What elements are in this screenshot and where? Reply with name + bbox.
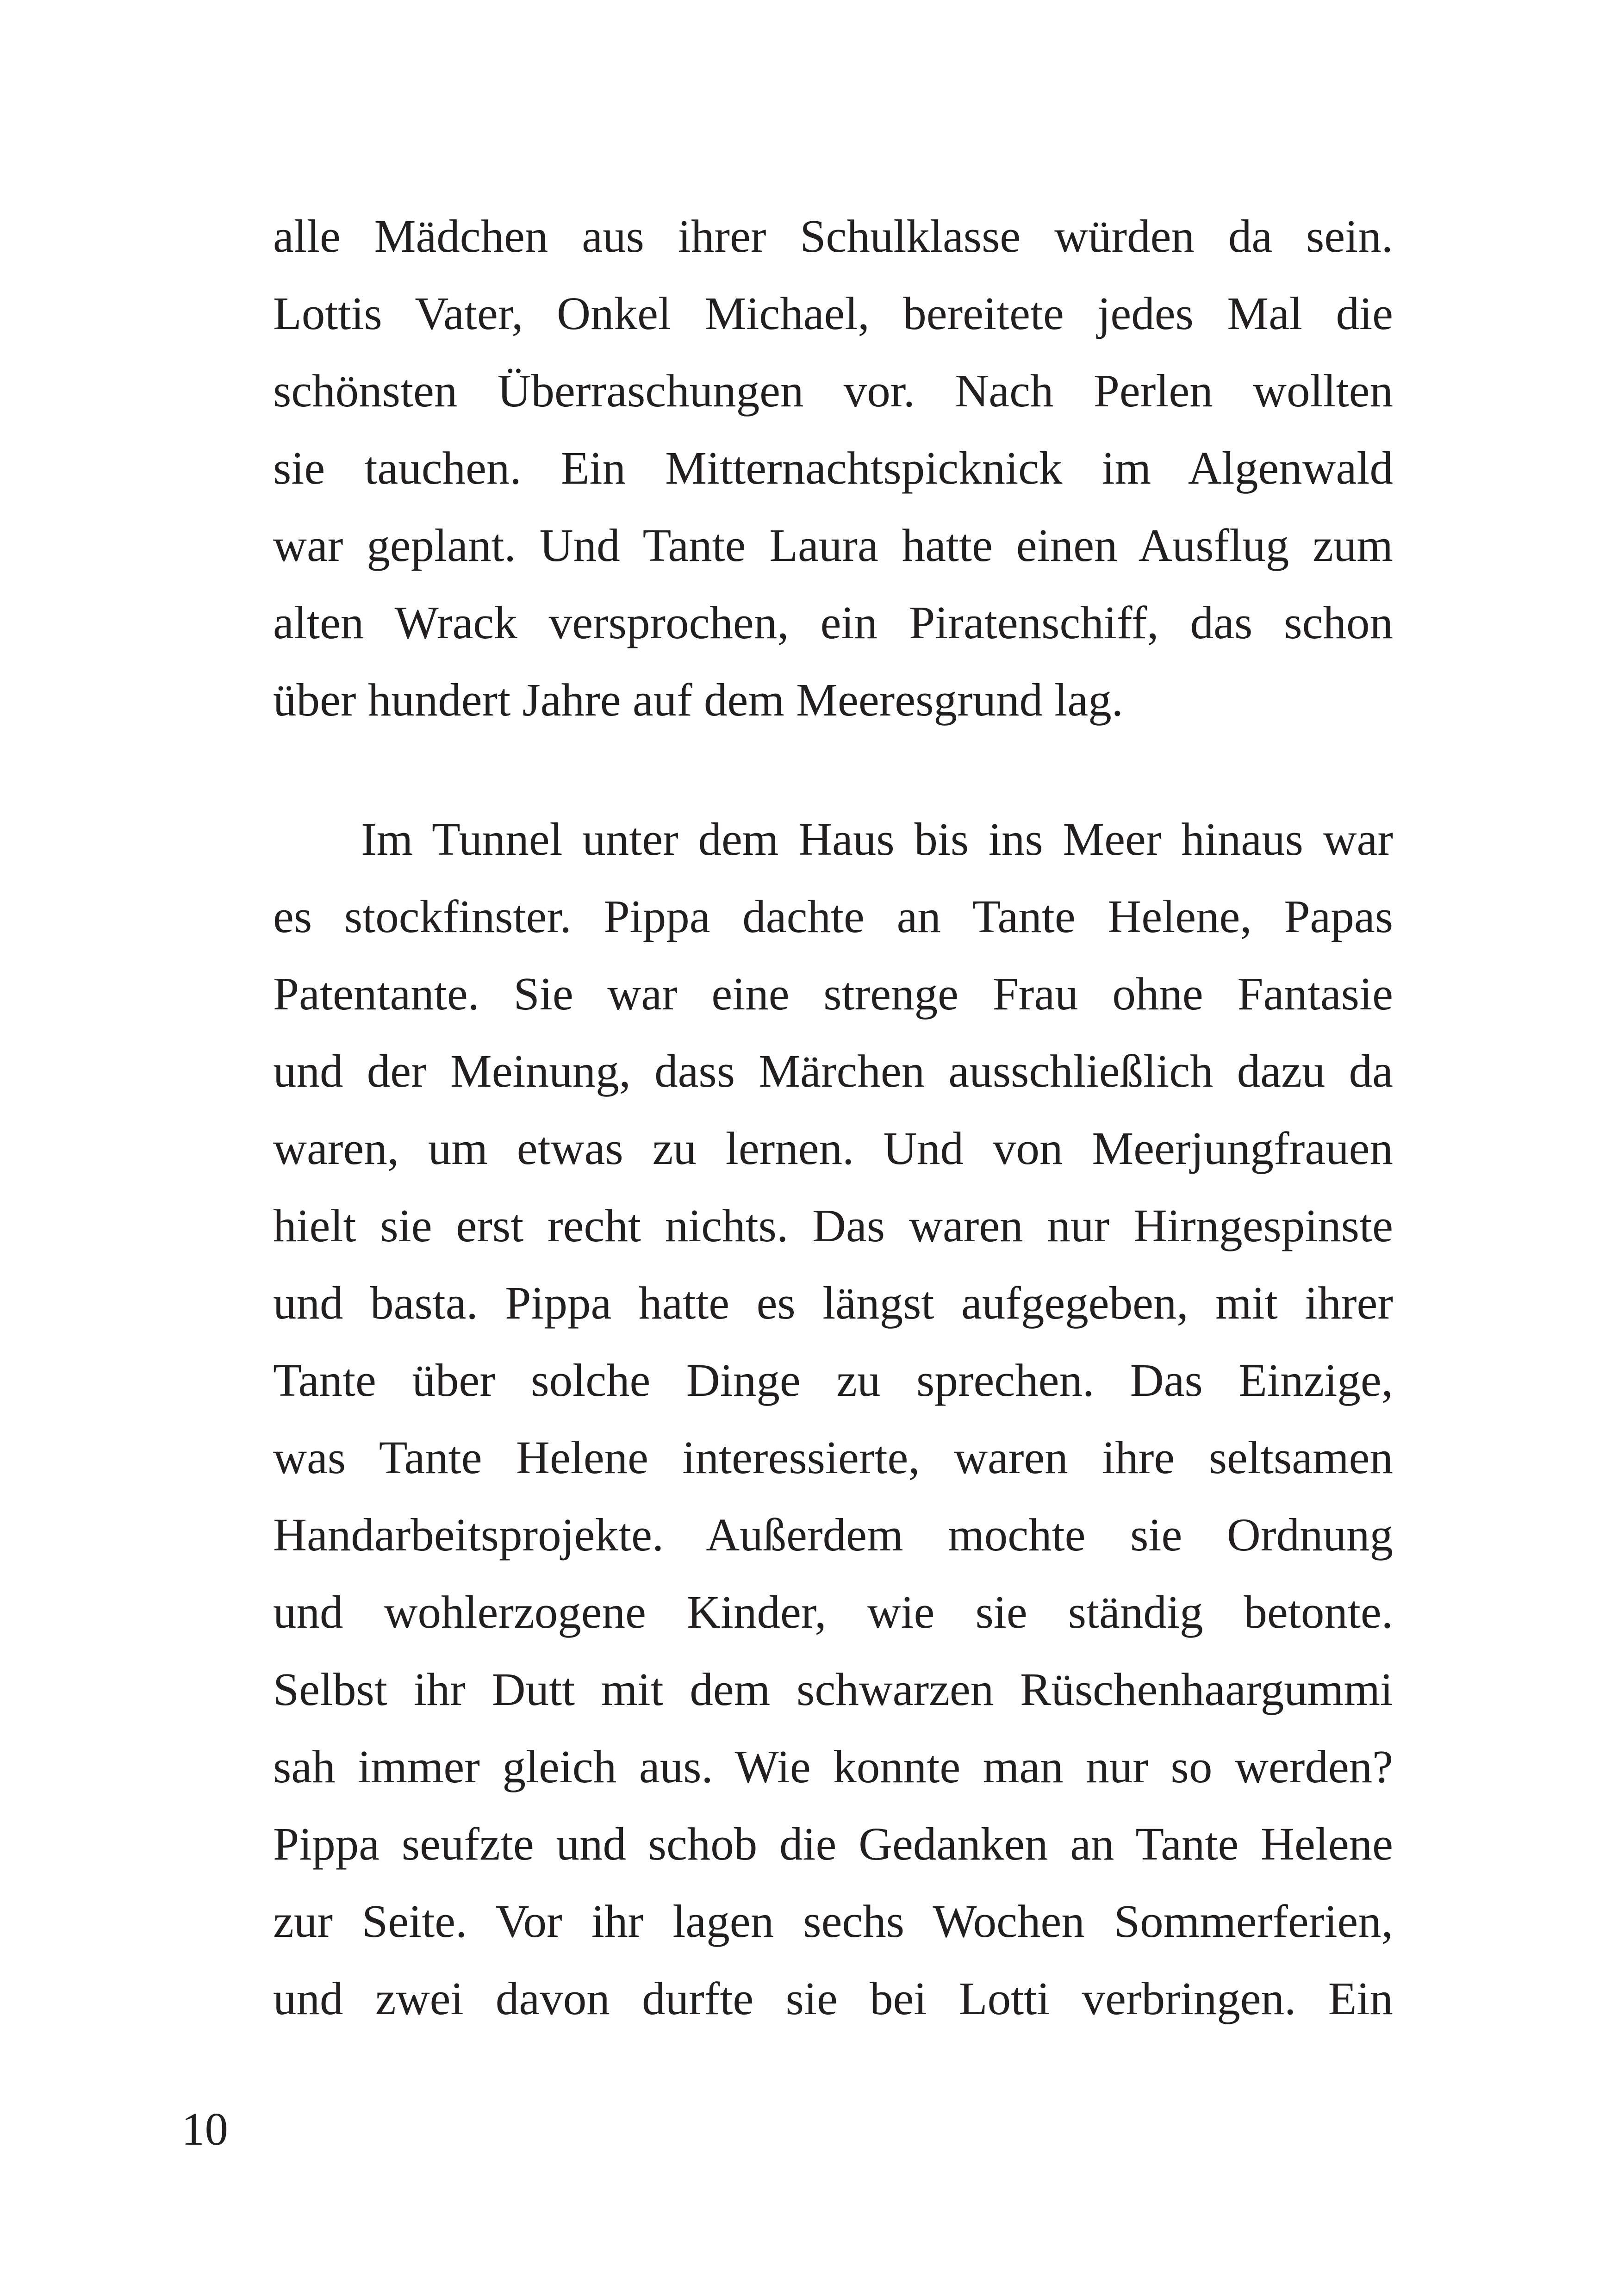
page-number: 10	[181, 2103, 228, 2155]
text-line: Patentante. Sie war eine strenge Frau ohne Fantasie	[273, 968, 1393, 1020]
text-line: alle Mädchen aus ihrer Schulklasse würden da sein.	[273, 210, 1393, 262]
text-line: Tante über solche Dinge zu sprechen. Das Einzige,	[273, 1354, 1393, 1406]
text-line: es stockfinster. Pippa dachte an Tante Helene, Papas	[273, 890, 1393, 942]
text-line: alten Wrack versprochen, ein Piratenschiff, das schon	[273, 597, 1393, 648]
text-line: Handarbeitsprojekte. Außerdem mochte sie Ordnung	[273, 1509, 1393, 1561]
text-line: und basta. Pippa hatte es längst aufgegeben, mit ihrer	[273, 1277, 1393, 1329]
text-line: sah immer gleich aus. Wie konnte man nur so werden?	[273, 1741, 1393, 1792]
text-line: Lottis Vater, Onkel Michael, bereitete jedes Mal die	[273, 287, 1393, 339]
text-line: zur Seite. Vor ihr lagen sechs Wochen Sommerferien,	[273, 1895, 1393, 1947]
text-line: und der Meinung, dass Märchen ausschließlich dazu da	[273, 1045, 1393, 1097]
text-line: was Tante Helene interessierte, waren ihre seltsamen	[273, 1431, 1393, 1483]
text-line: sie tauchen. Ein Mitternachtspicknick im Algenwald	[273, 442, 1393, 494]
text-line: und wohlerzogene Kinder, wie sie ständig betonte.	[273, 1586, 1393, 1638]
text-line: hielt sie erst recht nichts. Das waren nur Hirngespinste	[273, 1200, 1393, 1251]
text-line: Im Tunnel unter dem Haus bis ins Meer hinaus war	[361, 813, 1393, 865]
text-line: Selbst ihr Dutt mit dem schwarzen Rüschenhaargummi	[273, 1663, 1393, 1715]
text-line: schönsten Überraschungen vor. Nach Perlen wollten	[273, 365, 1393, 417]
text-line: war geplant. Und Tante Laura hatte einen Ausflug zum	[273, 519, 1393, 571]
text-line: und zwei davon durfte sie bei Lotti verbringen. Ein	[273, 1972, 1393, 2024]
text-line: Pippa seufzte und schob die Gedanken an Tante Helene	[273, 1818, 1393, 1870]
text-line: waren, um etwas zu lernen. Und von Meerjungfrauen	[273, 1122, 1393, 1174]
text-line: über hundert Jahre auf dem Meeresgrund lag.	[273, 674, 1123, 726]
